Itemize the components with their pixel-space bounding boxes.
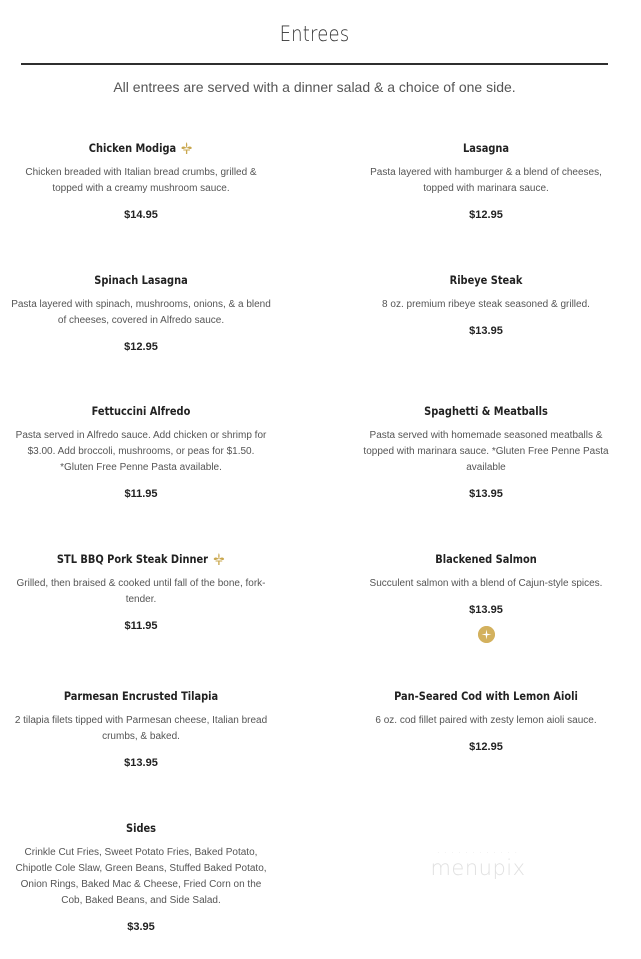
item-name: Spaghetti & Meatballs <box>424 404 548 418</box>
item-description: Succulent salmon with a blend of Cajun-style spices. <box>369 578 603 589</box>
menupix-logo: menupix <box>430 856 526 880</box>
menu-item-blackened-salmon <box>356 551 616 643</box>
fleur-de-lis-icon <box>180 141 193 155</box>
menu-item-spaghetti-meatballs <box>356 403 616 500</box>
item-description: Chicken breaded with Italian bread crumbs, grilled & topped with a creamy mushroom sauce. <box>25 167 257 194</box>
item-name: Lasagna <box>462 141 510 155</box>
page-title: Entrees <box>279 22 350 46</box>
menu-item-fettuccini-alfredo <box>11 403 271 500</box>
item-description: 6 oz. cod fillet paired with zesty lemon aioli sauce. <box>375 715 597 726</box>
item-name: Blackened Salmon <box>435 552 537 566</box>
menu-item-parmesan-tilapia <box>11 688 271 769</box>
item-name: Chicken Modiga <box>88 141 177 155</box>
item-price: $12.95 <box>469 209 503 221</box>
menupix-watermark <box>408 850 548 892</box>
item-description: Pasta served with homemade seasoned meatballs & topped with marinara sauce. *Gluten Free Penne Pasta available <box>363 430 609 473</box>
item-price: $12.95 <box>124 341 158 353</box>
title-divider <box>21 63 608 65</box>
menu-item-chicken-modiga <box>11 140 271 221</box>
menu-item-stl-bbq-pork-steak <box>11 551 271 632</box>
menu-item-ribeye-steak <box>356 272 616 337</box>
gold-circle-badge-icon <box>478 626 495 643</box>
item-name: Parmesan Encrusted Tilapia <box>63 689 219 703</box>
item-name: Pan-Seared Cod with Lemon Aioli <box>394 689 578 703</box>
item-name: Spinach Lasagna <box>94 273 188 287</box>
item-name: STL BBQ Pork Steak Dinner <box>56 552 208 566</box>
item-description: Pasta layered with hamburger & a blend of cheeses, topped with marinara sauce. <box>370 167 602 194</box>
item-price: $11.95 <box>124 620 158 632</box>
menu-item-lasagna <box>356 140 616 221</box>
item-name: Ribeye Steak <box>449 273 523 287</box>
item-price: $13.95 <box>469 325 503 337</box>
item-price: $13.95 <box>469 604 503 616</box>
item-price: $14.95 <box>124 209 158 221</box>
page-subtitle: All entrees are served with a dinner salad & a choice of one side. <box>113 79 516 95</box>
item-description: Grilled, then braised & cooked until fall of the bone, fork-tender. <box>16 578 266 605</box>
item-description: Pasta served in Alfredo sauce. Add chicken or shrimp for $3.00. Add broccoli, mushrooms, or peas for $1.50. *Gluten Free Penne Pasta available. <box>15 430 267 473</box>
fleur-de-lis-icon <box>212 552 225 566</box>
item-name: Sides <box>125 821 157 835</box>
item-description: Crinkle Cut Fries, Sweet Potato Fries, Baked Potato, Chipotle Cole Slaw, Green Beans, Stuffed Baked Potato, Onion Rings, Baked Mac & Cheese, Fried Corn on the Cob, Baked Beans, and Side Salad. <box>15 847 267 906</box>
item-description: 2 tilapia filets tipped with Parmesan cheese, Italian bread crumbs, & baked. <box>14 715 268 742</box>
item-description: 8 oz. premium ribeye steak seasoned & grilled. <box>382 299 590 310</box>
item-name: Fettuccini Alfredo <box>91 404 191 418</box>
item-price: $12.95 <box>469 741 503 753</box>
menu-item-sides <box>11 820 271 933</box>
item-price: $3.95 <box>127 921 155 933</box>
menu-item-spinach-lasagna <box>11 272 271 353</box>
watermark-dots: · · · · · · · · · · · · <box>437 850 519 856</box>
menu-item-pan-seared-cod <box>356 688 616 753</box>
item-price: $13.95 <box>124 757 158 769</box>
item-description: Pasta layered with spinach, mushrooms, onions, & a blend of cheeses, covered in Alfredo sauce. <box>11 299 271 326</box>
item-price: $11.95 <box>124 488 158 500</box>
item-price: $13.95 <box>469 488 503 500</box>
